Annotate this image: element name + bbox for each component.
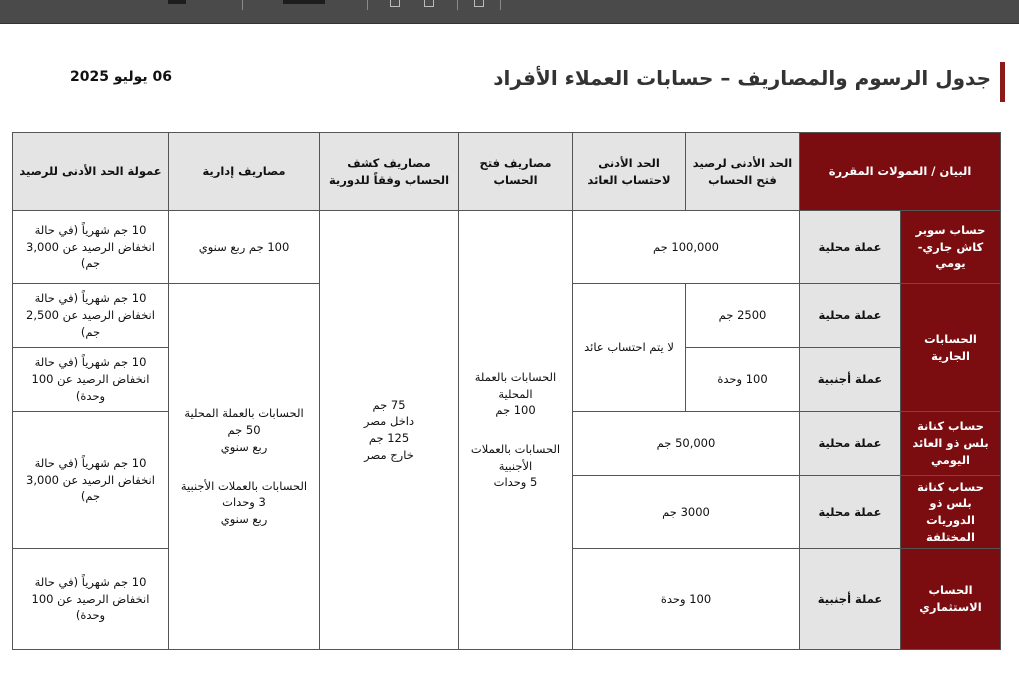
statement-egypt-value: 75 جم (372, 397, 406, 412)
toolbar-button[interactable] (283, 0, 325, 4)
header-min-balance-fee: عمولة الحد الأدنى للرصيد (13, 133, 169, 211)
search-icon[interactable] (424, 0, 434, 7)
account-kenana-periodic: حساب كنانة بلس ذو الدوريات المختلفة (901, 476, 1001, 549)
admin-local-period: ربع سنوي (220, 439, 268, 454)
toolbar-divider (457, 0, 458, 10)
min-balance-fee-kenana: 10 جم شهرياً (في حالة انخفاض الرصيد عن 3,000 جم) (13, 412, 169, 549)
page-date: 06 يوليو 2025 (70, 69, 172, 85)
statement-abroad-value: 125 جم (368, 431, 410, 445)
title-accent-bar (1000, 62, 1005, 102)
admin-local-value: 50 جم (227, 423, 261, 438)
admin-foreign-period: ربع سنوي (220, 511, 268, 526)
min-balance-fee-current-local: 10 جم شهرياً (في حالة انخفاض الرصيد عن 2,500 جم) (13, 284, 169, 348)
currency-local: عملة محلية (800, 476, 901, 549)
min-balance-fee-investment: 10 جم شهرياً (في حالة انخفاض الرصيد عن 100 وحدة) (13, 549, 169, 650)
header-min-open: الحد الأدنى لرصيد فتح الحساب (686, 133, 800, 211)
admin-foreign-label: الحسابات بالعملات الأجنبية (180, 478, 308, 493)
account-super-cash: حساب سوبر كاش جاري-يومي (901, 211, 1001, 284)
admin-foreign-value: 3 وحدات (222, 495, 266, 510)
toolbar-divider (242, 0, 243, 10)
admin-fees-super-cash: 100 جم ربع سنوي (169, 211, 320, 284)
toolbar-divider (367, 0, 368, 10)
toolbar-button[interactable] (168, 0, 186, 4)
currency-local: عملة محلية (800, 412, 901, 476)
page-title: جدول الرسوم والمصاريف – حسابات العملاء الأفراد (493, 66, 991, 90)
currency-foreign: عملة أجنبية (800, 549, 901, 650)
open-fees-foreign-value: 5 وحدات (493, 475, 538, 490)
min-open-kenana-daily: 50,000 جم (573, 412, 800, 476)
account-investment: الحساب الاستثماري (901, 549, 1001, 650)
page-icon[interactable] (390, 0, 400, 7)
tool-icon[interactable] (474, 0, 484, 7)
admin-fees-cell (169, 284, 320, 650)
open-fees-local-value: 100 جم (495, 403, 536, 418)
statement-fees-cell (320, 211, 459, 650)
min-interest-current: لا يتم احتساب عائد (573, 284, 686, 412)
account-current: الحسابات الجارية (901, 284, 1001, 412)
open-fees-cell (459, 211, 573, 650)
header-open-fees: مصاريف فتح الحساب (459, 133, 573, 211)
table-header-row (13, 133, 1001, 211)
table-row (13, 211, 1001, 284)
header-item: البيان / العمولات المقررة (800, 133, 1001, 211)
min-balance-fee-current-foreign: 10 جم شهرياً (في حالة انخفاض الرصيد عن 100 وحدة) (13, 348, 169, 412)
currency-local: عملة محلية (800, 211, 901, 284)
min-open-current-foreign: 100 وحدة (686, 348, 800, 412)
open-fees-foreign-label: الحسابات بالعملات الأجنبية (470, 442, 561, 473)
min-open-kenana-periodic: 3000 جم (573, 476, 800, 549)
currency-foreign: عملة أجنبية (800, 348, 901, 412)
open-fees-local-label: الحسابات بالعملة المحلية (474, 369, 557, 401)
spacer (465, 419, 566, 441)
header-admin-fees: مصاريف إدارية (169, 133, 320, 211)
toolbar-divider (500, 0, 501, 10)
account-kenana-daily: حساب كنانة بلس ذو العائد اليومي (901, 412, 1001, 476)
min-balance-fee-super-cash: 10 جم شهرياً (في حالة انخفاض الرصيد عن 3,000 جم) (13, 211, 169, 284)
statement-abroad-label: خارج مصر (364, 447, 414, 462)
header-min-interest: الحد الأدنى لاحتساب العائد (573, 133, 686, 211)
fees-table (12, 132, 1001, 650)
header-statement-fees: مصاريف كشف الحساب وفقاً للدورية (320, 133, 459, 211)
min-open-current-local: 2500 جم (686, 284, 800, 348)
admin-local-label: الحسابات بالعملة المحلية (184, 406, 304, 421)
min-open-investment: 100 وحدة (573, 549, 800, 650)
min-open-super-cash: 100,000 جم (573, 211, 800, 284)
spacer (175, 456, 313, 478)
statement-egypt-label: داخل مصر (363, 414, 415, 429)
currency-local: عملة محلية (800, 284, 901, 348)
browser-toolbar (0, 0, 1019, 24)
